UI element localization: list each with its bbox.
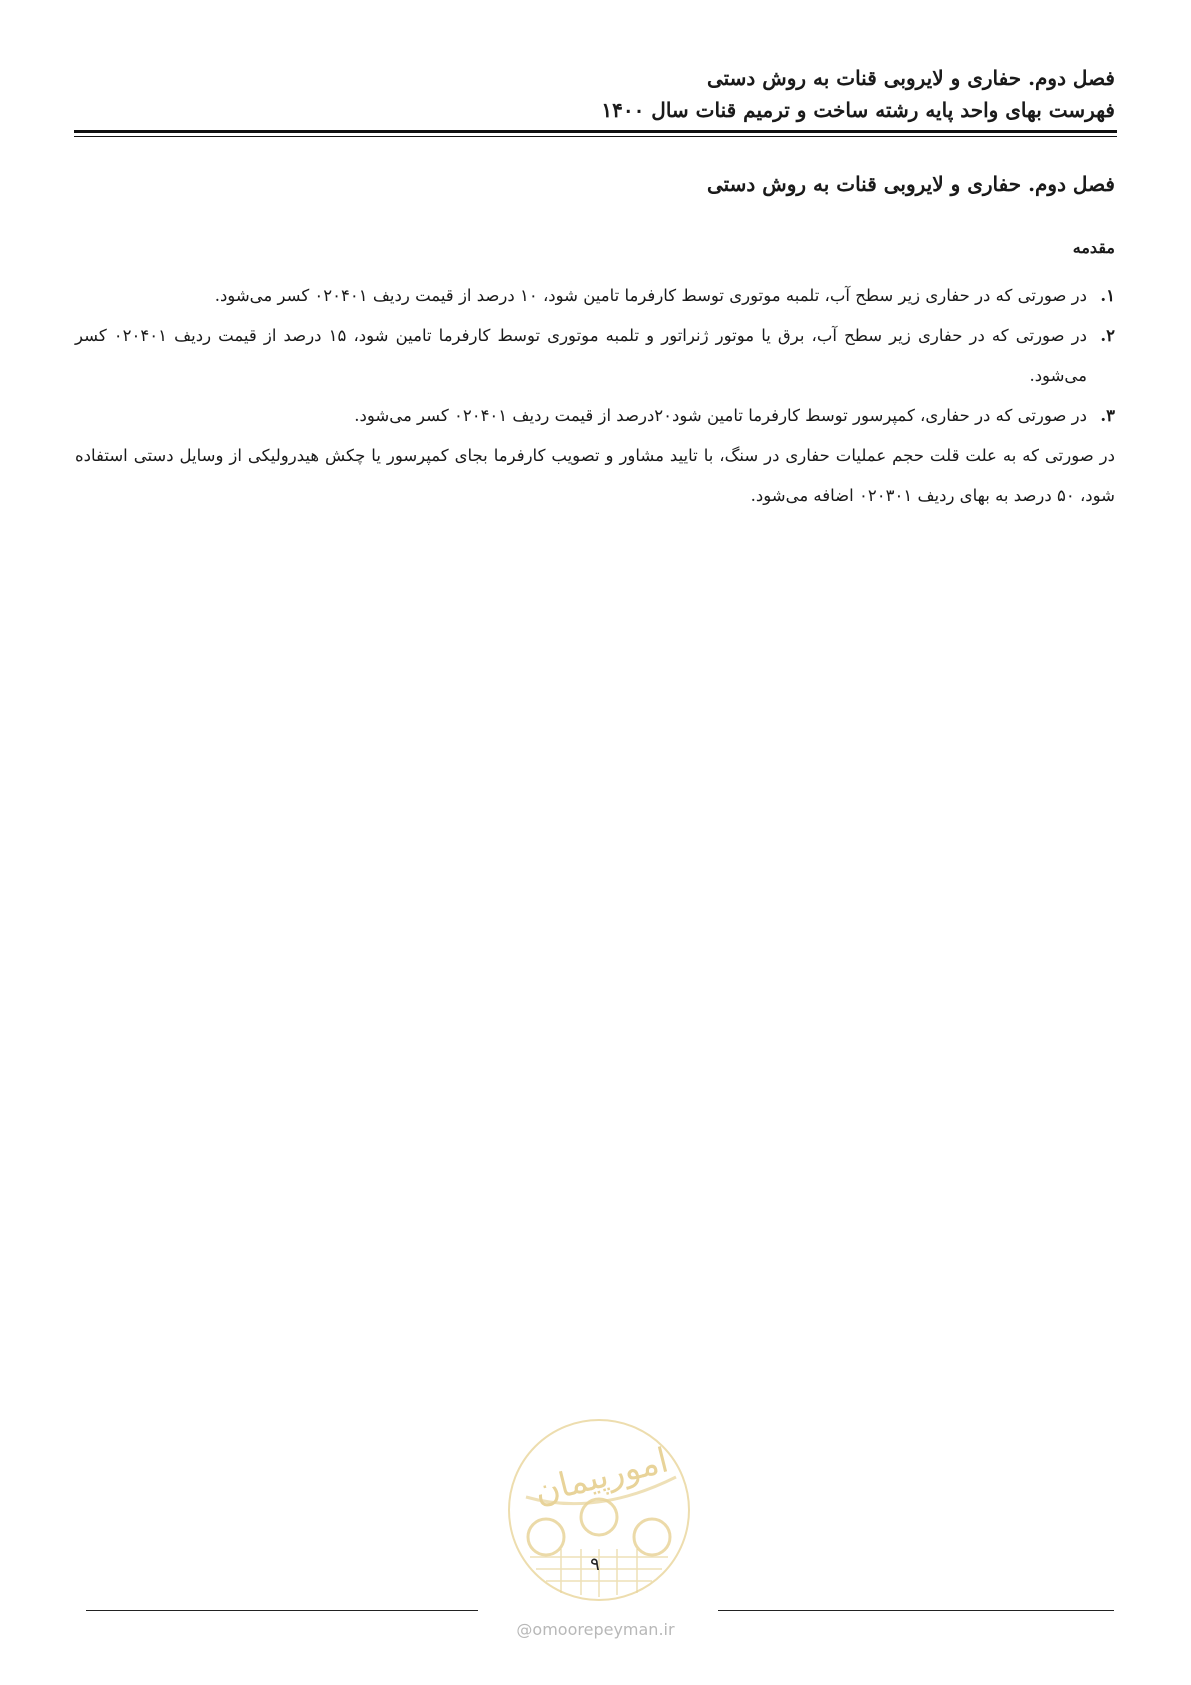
list-item-number: ۳. <box>1100 406 1115 425</box>
page-number: ۹ <box>590 1554 600 1575</box>
watermark-logo-text: امورپیمان <box>530 1440 673 1513</box>
list-item-text: در صورتی که در حفاری زیر سطح آب، تلمبه موتوری توسط کارفرما تامین شود، ۱۰ درصد از قیمت ردیف ۰۲۰۴۰۱ کسر می‌شود. <box>214 286 1087 305</box>
list-item-text: در صورتی که در حفاری زیر سطح آب، برق یا موتور ژنراتور و تلمبه موتوری توسط کارفرما تامین شود، ۱۵ درصد از قیمت ردیف ۰۲۰۴۰۱ کسر می‌شود. <box>75 326 1087 385</box>
section-heading-introduction: مقدمه <box>1072 238 1115 257</box>
list-item-number: ۲. <box>1100 326 1115 345</box>
footer-divider-right <box>718 1610 1114 1611</box>
footer-divider-left <box>86 1610 478 1611</box>
running-header-title: فهرست بهای واحد پایه رشته ساخت و ترمیم قنات سال ۱۴۰۰ <box>601 98 1115 122</box>
chapter-title: فصل دوم. حفاری و لایروبی قنات به روش دستی <box>706 172 1115 196</box>
list-item <box>75 276 1115 316</box>
introduction-list <box>75 276 1115 436</box>
list-item <box>75 396 1115 436</box>
running-header-chapter: فصل دوم. حفاری و لایروبی قنات به روش دستی <box>706 66 1115 90</box>
list-item <box>75 316 1115 396</box>
header-divider-thick <box>74 130 1117 133</box>
list-item-text: در صورتی که در حفاری، کمپرسور توسط کارفرما تامین شود۲۰درصد از قیمت ردیف ۰۲۰۴۰۱ کسر می‌شود. <box>354 406 1087 425</box>
footer-watermark-url: @omoorepeyman.ir <box>516 1620 675 1639</box>
body-paragraph: در صورتی که به علت قلت حجم عملیات حفاری در سنگ، با تایید مشاور و تصویب کارفرما بجای کمپرسور یا چکش هیدرولیکی از وسایل دستی استفاده شود، ۵۰ درصد به بهای ردیف ۰۲۰۳۰۱ اضافه می‌شود. <box>75 446 1115 505</box>
header-divider-thin <box>74 136 1117 137</box>
list-item-number: ۱. <box>1100 286 1115 305</box>
